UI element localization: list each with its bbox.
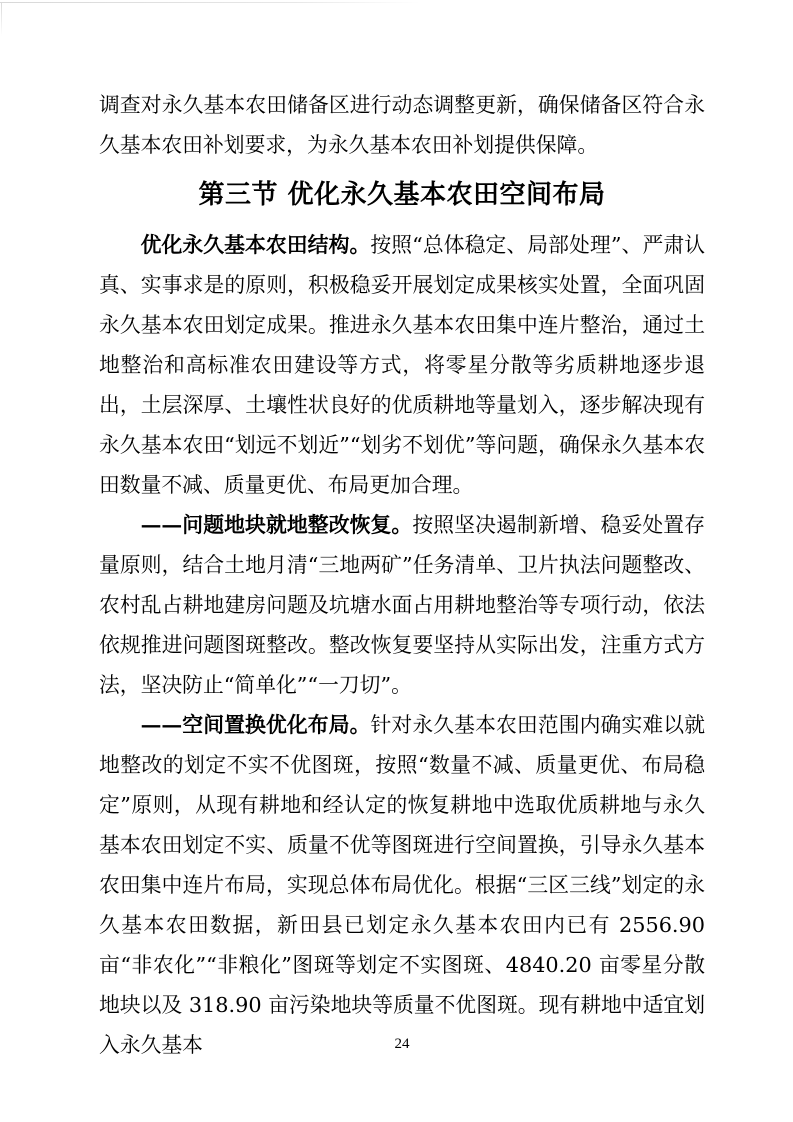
scan-edge-artifact-left: [1, 2, 2, 36]
page-content: [99, 85, 705, 1065]
paragraph-lead: ——空间置换优化布局。: [140, 712, 371, 737]
paragraph-lead: ——问题地块就地整改恢复。: [140, 512, 413, 537]
paragraph-problem-plots: [99, 505, 705, 705]
paragraph-lead: 优化永久基本农田结构。: [140, 232, 371, 257]
continued-paragraph: 调查对永久基本农田储备区进行动态调整更新，确保储备区符合永久基本农田补划要求，为永久基本农田补划提供保障。: [99, 93, 705, 157]
section-heading: 第三节 优化永久基本农田空间布局: [198, 180, 606, 210]
scan-edge-artifact-top: [0, 2, 420, 3]
paragraph-spatial-swap: [99, 705, 705, 1065]
paragraph-text: 针对永久基本农田范围内确实难以就地整改的划定不实不优图斑，按照“数量不减、质量更优、布局稳定”原则，从现有耕地和经认定的恢复耕地中选取优质耕地与永久基本农田划定不实、质量不优等图斑进行空间置换，引导永久基本农田集中连片布局，实现总体布局优化。根据“三区三线”划定的永久基本农田数据，新田县已划定永久基本农田内已有 2556.90 亩“非农化”“非粮化”图斑等划定不实图斑、4840.20 亩零星分散地块以及 318.90 亩污染地块等质量不优图斑。现有耕地中适宜划入永久基本: [99, 713, 705, 1057]
paragraph-text: 按照坚决遏制新增、稳妥处置存量原则，结合土地月清“三地两矿”任务清单、卫片执法问题整改、农村乱占耕地建房问题及坑塘水面占用耕地整治等专项行动，依法依规推进问题图斑整改。整改恢复要坚持从实际出发，注重方式方法，坚决防止“简单化”“一刀切”。: [99, 513, 706, 697]
paragraph-text: 按照“总体稳定、局部处理”、严肃认真、实事求是的原则，积极稳妥开展划定成果核实处置，全面巩固永久基本农田划定成果。推进永久基本农田集中连片整治，通过土地整治和高标准农田建设等方式，将零星分散等劣质耕地逐步退出，土层深厚、土壤性状良好的优质耕地等量划入，逐步解决现有永久基本农田“划远不划近”“划劣不划优”等问题，确保永久基本农田数量不减、质量更优、布局更加合理。: [99, 233, 706, 497]
paragraph-optimize-structure: [99, 225, 705, 505]
page-number: 24: [394, 1036, 410, 1052]
